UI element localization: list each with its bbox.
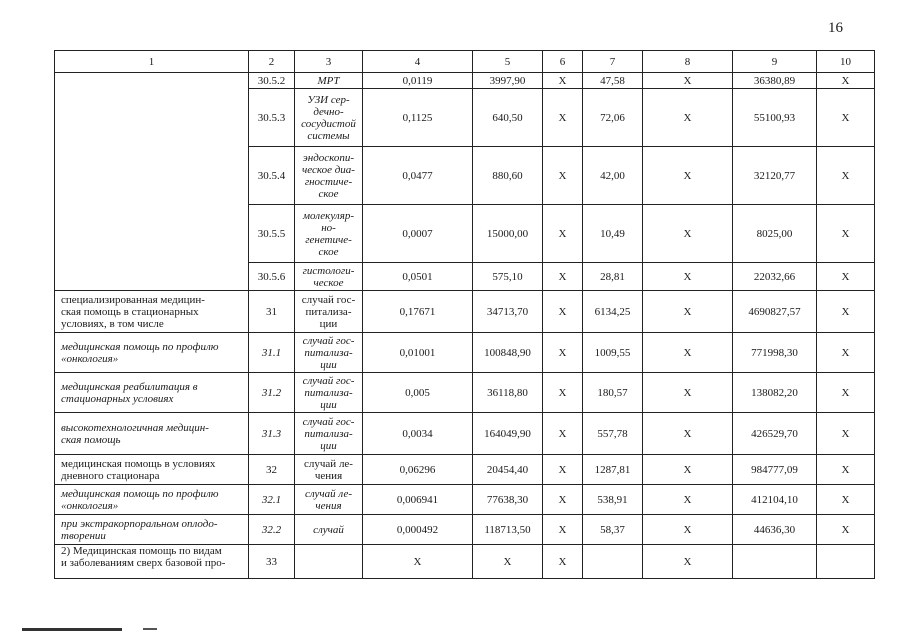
col10-value: Х [817, 333, 875, 373]
col6-value: Х [543, 373, 583, 413]
row-code: 32 [249, 455, 295, 485]
unit-label: случай гос- питализа- ции [295, 413, 363, 455]
table-row [55, 485, 875, 515]
col8-value: Х [643, 413, 733, 455]
col9-value: 138082,20 [733, 373, 817, 413]
scan-edge-mark [22, 628, 122, 631]
unit-label: МРТ [295, 73, 363, 89]
col4-value: 0,17671 [363, 291, 473, 333]
unit-label: случай гос- питализа- ции [295, 373, 363, 413]
col4-value: 0,0501 [363, 263, 473, 291]
row-name: медицинская помощь по профилю «онкология» [55, 485, 249, 515]
col4-value: Х [363, 545, 473, 579]
header-row [55, 51, 875, 73]
col9-value: 36380,89 [733, 73, 817, 89]
col7-value: 538,91 [583, 485, 643, 515]
table-row [55, 413, 875, 455]
col6-value: Х [543, 147, 583, 205]
col9-value: 44636,30 [733, 515, 817, 545]
unit-label: случай ле- чения [295, 485, 363, 515]
row-code: 30.5.2 [249, 73, 295, 89]
col6-value: Х [543, 455, 583, 485]
row-name: медицинская помощь в условиях дневного стационара [55, 455, 249, 485]
page-number: 16 [828, 20, 843, 36]
row-code: 31 [249, 291, 295, 333]
col10-value: Х [817, 89, 875, 147]
column-header: 5 [473, 51, 543, 73]
col10-value: Х [817, 205, 875, 263]
table-row [55, 545, 875, 579]
col7-value: 1287,81 [583, 455, 643, 485]
row-code: 32.1 [249, 485, 295, 515]
col9-value: 984777,09 [733, 455, 817, 485]
unit-label: гистологи- ческое [295, 263, 363, 291]
col7-value: 10,49 [583, 205, 643, 263]
col7-value: 42,00 [583, 147, 643, 205]
column-header: 7 [583, 51, 643, 73]
col4-value: 0,0034 [363, 413, 473, 455]
col10-value: Х [817, 291, 875, 333]
col7-value: 180,57 [583, 373, 643, 413]
col6-value: Х [543, 515, 583, 545]
col9-value: 32120,77 [733, 147, 817, 205]
unit-label: случай ле- чения [295, 455, 363, 485]
col9-value: 55100,93 [733, 89, 817, 147]
col8-value: Х [643, 89, 733, 147]
col4-value: 0,006941 [363, 485, 473, 515]
col10-value: Х [817, 263, 875, 291]
col7-value: 1009,55 [583, 333, 643, 373]
col8-value: Х [643, 333, 733, 373]
unit-label: случай [295, 515, 363, 545]
col9-value [733, 545, 817, 579]
scan-edge-mark [143, 628, 157, 630]
col5-value: 77638,30 [473, 485, 543, 515]
col6-value: Х [543, 333, 583, 373]
table-row [55, 455, 875, 485]
col7-value: 557,78 [583, 413, 643, 455]
row-code: 30.5.3 [249, 89, 295, 147]
column-header: 6 [543, 51, 583, 73]
row-code: 30.5.5 [249, 205, 295, 263]
col9-value: 412104,10 [733, 485, 817, 515]
unit-label: случай гос- питализа- ции [295, 291, 363, 333]
row-name [55, 73, 249, 291]
table-row [55, 515, 875, 545]
col4-value: 0,06296 [363, 455, 473, 485]
row-code: 31.2 [249, 373, 295, 413]
column-header: 10 [817, 51, 875, 73]
col10-value: Х [817, 73, 875, 89]
unit-label: эндоскопи- ческое диа- гностиче- ское [295, 147, 363, 205]
table-body [55, 51, 875, 579]
col7-value: 47,58 [583, 73, 643, 89]
col8-value: Х [643, 373, 733, 413]
row-code: 32.2 [249, 515, 295, 545]
col5-value: 3997,90 [473, 73, 543, 89]
col6-value: Х [543, 205, 583, 263]
row-name: 2) Медицинская помощь по видам и заболеваниям сверх базовой про- [55, 545, 249, 579]
col5-value: 880,60 [473, 147, 543, 205]
col10-value: Х [817, 455, 875, 485]
col4-value: 0,01001 [363, 333, 473, 373]
col5-value: 640,50 [473, 89, 543, 147]
column-header: 2 [249, 51, 295, 73]
col8-value: Х [643, 545, 733, 579]
column-header: 1 [55, 51, 249, 73]
col5-value: 20454,40 [473, 455, 543, 485]
col9-value: 8025,00 [733, 205, 817, 263]
col5-value: 15000,00 [473, 205, 543, 263]
col8-value: Х [643, 205, 733, 263]
col9-value: 426529,70 [733, 413, 817, 455]
col5-value: 575,10 [473, 263, 543, 291]
col4-value: 0,0119 [363, 73, 473, 89]
col4-value: 0,0477 [363, 147, 473, 205]
col8-value: Х [643, 263, 733, 291]
col6-value: Х [543, 263, 583, 291]
col7-value: 28,81 [583, 263, 643, 291]
col10-value: Х [817, 373, 875, 413]
row-name: высокотехнологичная медицин- ская помощь [55, 413, 249, 455]
col8-value: Х [643, 73, 733, 89]
col10-value: Х [817, 485, 875, 515]
col6-value: Х [543, 413, 583, 455]
col6-value: Х [543, 485, 583, 515]
col9-value: 771998,30 [733, 333, 817, 373]
col10-value: Х [817, 413, 875, 455]
col6-value: Х [543, 73, 583, 89]
col8-value: Х [643, 485, 733, 515]
table-row [55, 73, 875, 89]
row-name: при экстракорпоральном оплодо- творении [55, 515, 249, 545]
col8-value: Х [643, 515, 733, 545]
column-header: 8 [643, 51, 733, 73]
col4-value: 0,005 [363, 373, 473, 413]
column-header: 3 [295, 51, 363, 73]
unit-label: УЗИ сер- дечно- сосудистой системы [295, 89, 363, 147]
col5-value: 34713,70 [473, 291, 543, 333]
row-code: 30.5.4 [249, 147, 295, 205]
table-row [55, 291, 875, 333]
col7-value: 58,37 [583, 515, 643, 545]
col7-value [583, 545, 643, 579]
unit-label: случай гос- питализа- ции [295, 333, 363, 373]
col4-value: 0,0007 [363, 205, 473, 263]
unit-label: молекуляр- но- генетиче- ское [295, 205, 363, 263]
col6-value: Х [543, 89, 583, 147]
col4-value: 0,000492 [363, 515, 473, 545]
row-code: 33 [249, 545, 295, 579]
row-name: медицинская реабилитация в стационарных условиях [55, 373, 249, 413]
col8-value: Х [643, 291, 733, 333]
table-row [55, 373, 875, 413]
row-name: медицинская помощь по профилю «онкология» [55, 333, 249, 373]
col10-value [817, 545, 875, 579]
col9-value: 4690827,57 [733, 291, 817, 333]
col8-value: Х [643, 147, 733, 205]
column-header: 9 [733, 51, 817, 73]
col6-value: Х [543, 291, 583, 333]
col10-value: Х [817, 147, 875, 205]
row-code: 31.3 [249, 413, 295, 455]
row-code: 30.5.6 [249, 263, 295, 291]
col5-value: 164049,90 [473, 413, 543, 455]
col6-value: Х [543, 545, 583, 579]
col7-value: 72,06 [583, 89, 643, 147]
col9-value: 22032,66 [733, 263, 817, 291]
column-header: 4 [363, 51, 473, 73]
table-row [55, 333, 875, 373]
col5-value: Х [473, 545, 543, 579]
col8-value: Х [643, 455, 733, 485]
row-code: 31.1 [249, 333, 295, 373]
col5-value: 118713,50 [473, 515, 543, 545]
unit-label [295, 545, 363, 579]
row-name: специализированная медицин- ская помощь в стационарных условиях, в том числе [55, 291, 249, 333]
col5-value: 36118,80 [473, 373, 543, 413]
col5-value: 100848,90 [473, 333, 543, 373]
col7-value: 6134,25 [583, 291, 643, 333]
tariff-table [54, 50, 875, 579]
col4-value: 0,1125 [363, 89, 473, 147]
col10-value: Х [817, 515, 875, 545]
